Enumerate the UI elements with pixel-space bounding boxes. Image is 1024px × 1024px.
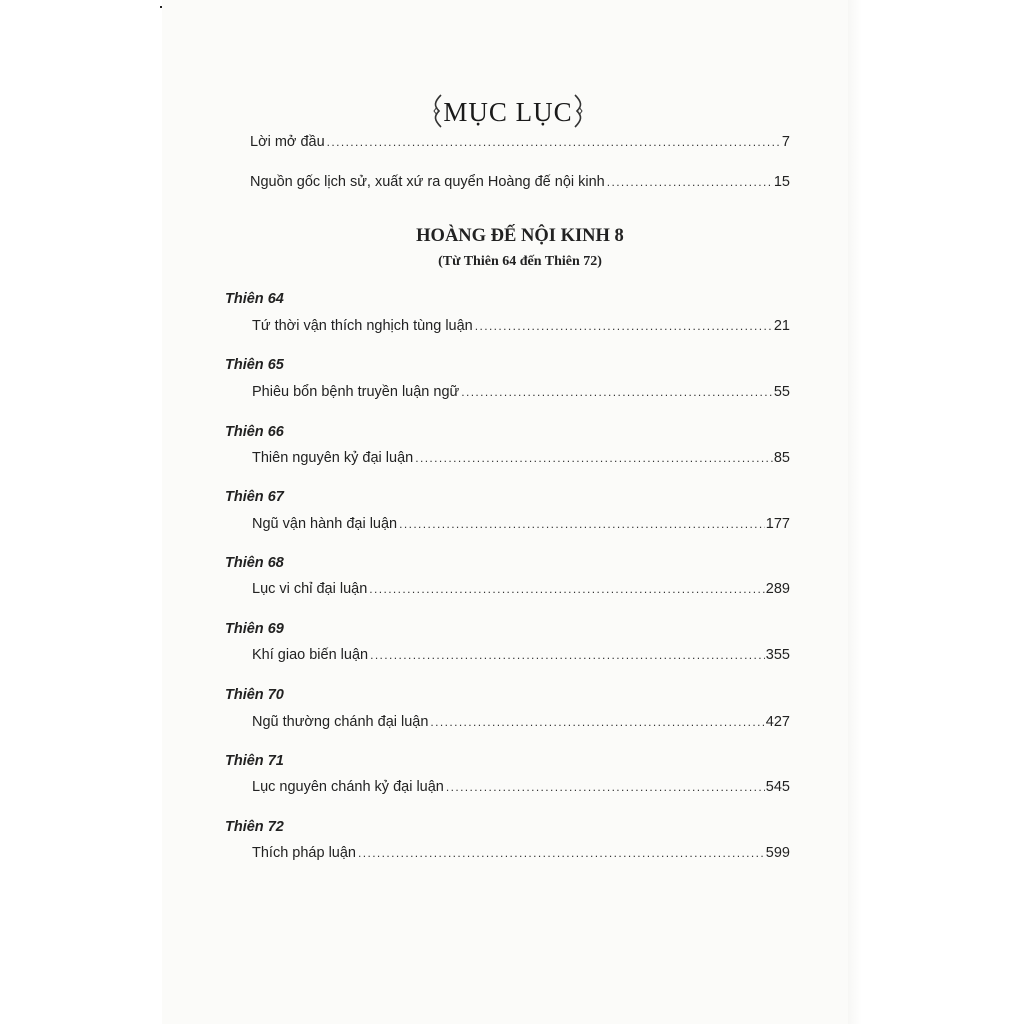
entry-label: Thiên nguyên kỷ đại luận <box>252 450 414 466</box>
toc-entry[interactable] <box>252 318 790 334</box>
entry-page-number: 427 <box>765 714 790 730</box>
entry-label: Thích pháp luận <box>252 845 356 861</box>
entry-label: Ngũ vận hành đại luận <box>252 516 398 532</box>
dot-leader <box>607 175 773 189</box>
chapter-heading: Thiên 65 <box>225 357 284 373</box>
chapter-heading: Thiên 70 <box>225 687 284 703</box>
page-edge <box>848 0 862 1024</box>
chapter-heading: Thiên 71 <box>225 753 284 769</box>
scan-speck <box>160 6 162 8</box>
dot-leader <box>415 451 773 465</box>
section-title: HOÀNG ĐẾ NỘI KINH 8 <box>416 226 624 246</box>
dot-leader <box>430 715 764 729</box>
dot-leader <box>399 517 765 531</box>
dot-leader <box>327 135 781 149</box>
toc-entry[interactable] <box>252 450 790 466</box>
entry-label: Phiêu bổn bệnh truyền luận ngữ <box>252 384 460 400</box>
chapter-heading: Thiên 68 <box>225 555 284 571</box>
toc-entry[interactable] <box>252 845 790 861</box>
dot-leader <box>370 648 765 662</box>
toc-entry-origin[interactable] <box>250 174 790 190</box>
entry-page-number: 599 <box>765 845 790 861</box>
section-subtitle: (Từ Thiên 64 đến Thiên 72) <box>438 254 602 269</box>
entry-label: Nguồn gốc lịch sử, xuất xứ ra quyển Hoàng đế nội kinh <box>250 174 605 190</box>
dot-leader <box>461 385 773 399</box>
right-ornament-icon <box>574 94 584 128</box>
dot-leader <box>475 319 773 333</box>
toc-entry[interactable] <box>252 779 790 795</box>
chapter-heading: Thiên 72 <box>225 819 284 835</box>
toc-title-block <box>432 92 584 132</box>
entry-label: Lời mở đầu <box>250 134 325 150</box>
toc-entry[interactable] <box>252 384 790 400</box>
entry-page-number: 21 <box>773 318 790 334</box>
entry-label: Ngũ thường chánh đại luận <box>252 714 429 730</box>
entry-page-number: 355 <box>765 647 790 663</box>
entry-page-number: 289 <box>765 581 790 597</box>
toc-entry[interactable] <box>252 647 790 663</box>
toc-entry[interactable] <box>252 714 790 730</box>
chapter-heading: Thiên 69 <box>225 621 284 637</box>
toc-entry[interactable] <box>252 581 790 597</box>
dot-leader <box>358 846 765 860</box>
entry-page-number: 85 <box>773 450 790 466</box>
entry-label: Tứ thời vận thích nghịch tùng luận <box>252 318 473 334</box>
dot-leader <box>369 582 765 596</box>
chapter-heading: Thiên 66 <box>225 424 284 440</box>
toc-entry[interactable] <box>252 516 790 532</box>
entry-page-number: 177 <box>765 516 790 532</box>
chapter-heading: Thiên 67 <box>225 489 284 505</box>
toc-entry-intro[interactable] <box>250 134 790 150</box>
dot-leader <box>446 780 765 794</box>
book-page <box>162 0 862 1024</box>
entry-page-number: 7 <box>781 134 790 150</box>
entry-label: Lục vi chỉ đại luận <box>252 581 368 597</box>
entry-label: Khí giao biến luận <box>252 647 369 663</box>
entry-page-number: 545 <box>765 779 790 795</box>
entry-label: Lục nguyên chánh kỷ đại luận <box>252 779 444 795</box>
toc-title: MỤC LỤC <box>443 96 573 127</box>
entry-page-number: 55 <box>773 384 790 400</box>
left-ornament-icon <box>432 94 442 128</box>
entry-page-number: 15 <box>773 174 790 190</box>
chapter-heading: Thiên 64 <box>225 291 284 307</box>
